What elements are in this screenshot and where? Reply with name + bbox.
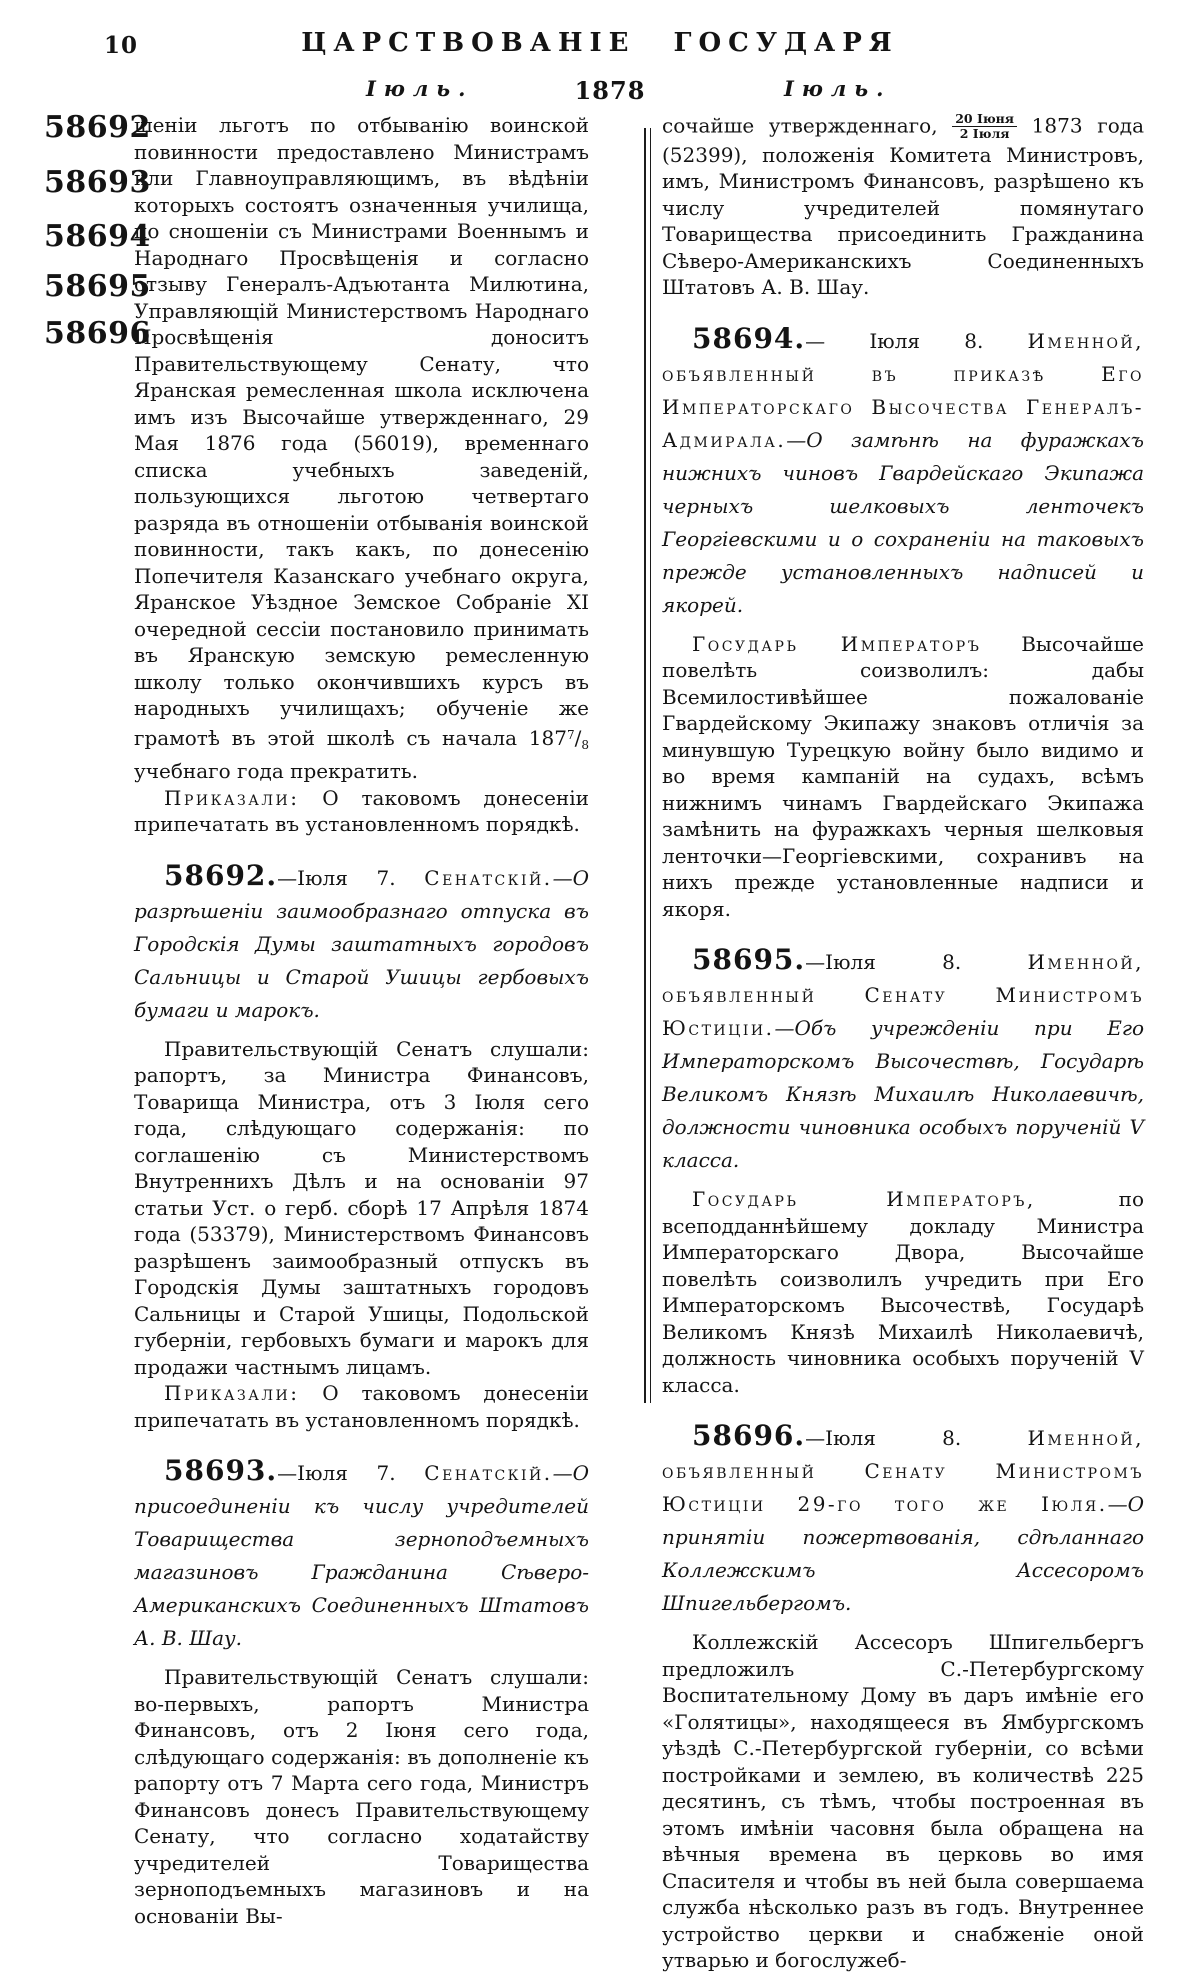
text-run: Высочайше повелѣть соизволилъ: дабы Всемилостивѣйшее пожалованіе Гвардейскому Экипажу знаковъ отличія за минувшую Турецкую войну было видимо и во время кампаній на судахъ, всѣмъ нижнимъ чинамъ Гвардейскаго Экипажа замѣнить на фуражкахъ черныя шелковыя ленточки—Георгіевскими, сохранивъ на нихъ прежде установленные надписи и якоря.: [662, 631, 1144, 921]
margin-number: 58693: [44, 165, 151, 200]
margin-number: 58696: [44, 316, 151, 351]
text-run: учебнаго года прекратить.: [134, 759, 419, 783]
text-run: Государь Императоръ: [692, 1187, 1027, 1212]
decree-heading: [662, 1419, 1144, 1620]
body-paragraph: [134, 1036, 589, 1381]
running-head-month-right: Іюль.: [784, 76, 892, 101]
decree-heading: [662, 943, 1144, 1177]
dual-calendar-date: $\frac{\text{20 Іюня}}{\text{2 Іюля}}$: [952, 112, 1017, 142]
text-run: —Іюля 8.: [805, 1426, 1028, 1451]
body-paragraph: [662, 1186, 1144, 1398]
text-run: Правительствующій Сенатъ слушали: рапортъ, за Министра Финансовъ, Товарища Министра, отъ 3 Іюля сего года, слѣдующаго содержанія: по соглашенію съ Министерствомъ Внутреннихъ Дѣлъ и на основаніи 97 статьи Уст. о герб. сборѣ 17 Апрѣля 1874 года (53379), Министерствомъ Финансовъ разрѣшенъ заимообразный отпускъ въ Городскія Думы заштатныхъ городовъ Сальницы и Старой Ушицы, Подольской губерніи, гербовыхъ бумаги и марокъ для продажи частнымъ лицамъ.: [134, 1036, 589, 1379]
resolution-paragraph: [134, 1380, 589, 1433]
text-run: Приказали:: [164, 785, 300, 810]
text-run: —О принятіи пожертвованія, сдѣланнаго Коллежскимъ Ассесоромъ Шпигельбергомъ.: [662, 1492, 1144, 1616]
text-run: 1873 года (52399), положенія Комитета Министровъ, имъ, Министромъ Финансовъ, разрѣшено къ числу учредителей помянутаго Товарищества присоединить Гражданина Сѣверо-Американскихъ Соединенныхъ Штатовъ А. В. Шау.: [662, 113, 1144, 300]
school-year-fraction: $^7/_8$: [566, 725, 589, 752]
margin-number: 58692: [44, 110, 151, 145]
decree-number: 58693.: [164, 1454, 278, 1487]
continuation-paragraph: [662, 112, 1144, 301]
decree-number: 58696.: [692, 1419, 806, 1453]
text-run: Государь Императоръ: [692, 631, 982, 656]
text-run: Именной, объявленный Сенату Министромъ Юстиціи 29-го того же Іюля.: [662, 1426, 1144, 1517]
decree-number: 58694.: [692, 321, 806, 355]
text-run: —О разрѣшеніи заимообразнаго отпуска въ Городскія Думы заштатныхъ городовъ Сальницы и Старой Ушицы гербовыхъ бумаги и марокъ.: [134, 865, 589, 1022]
running-head-month-left: Іюль.: [366, 76, 474, 101]
text-run: —Объ учрежденіи при Его Императорскомъ Высочествѣ, Государѣ Великомъ Князѣ Михаилѣ Николаевичѣ, должности чиновника особыхъ порученій V класса.: [662, 1016, 1144, 1173]
text-run: —Іюля 7.: [277, 1461, 425, 1485]
page-number: 10: [104, 32, 139, 59]
text-run: —Іюля 7.: [277, 865, 425, 890]
text-run: Сенатскій.: [424, 865, 553, 890]
text-run: сочайше утвержденнаго,: [662, 113, 953, 138]
text-run: Приказали:: [164, 1381, 300, 1405]
resolution-paragraph: [134, 785, 589, 838]
body-paragraph: [134, 1664, 589, 1929]
text-run: —О замѣнѣ на фуражкахъ нижнихъ чиновъ Гвардейскаго Экипажа черныхъ шелковыхъ ленточекъ Георгіевскими и о сохраненіи на таковыхъ прежде установленныхъ надписей и якорей.: [662, 427, 1144, 617]
text-run: , по всеподданнѣйшему докладу Министра Императорскаго Двора, Высочайше повелѣть соизволилъ учредить при Его Императорскомъ Высочествѣ, Государѣ Великомъ Князѣ Михаилѣ Николаевичѣ, должность чиновника особыхъ порученій V класса.: [662, 1187, 1144, 1397]
column-divider-rule: [644, 128, 651, 1403]
text-run: О таковомъ донесеніи припечатать въ установленномъ порядкѣ.: [134, 785, 589, 836]
decree-heading: [134, 859, 589, 1027]
decree-number: 58692.: [164, 858, 278, 892]
text-run: Коллежскій Ассесоръ Шпигельбергъ предложилъ С.-Петербургскому Воспитательному Дому въ даръ имѣніе его «Голятицы», находящееся въ Ямбургскомъ уѣздѣ С.-Петербургской губерніи, со всѣми постройками и землею, въ количествѣ 225 десятинъ, съ тѣмъ, чтобы построенная въ этомъ имѣніи часовня была обращена на вѣчныя времена въ церковь во имя Спасителя и чтобы въ ней была совершаема служба нѣсколько разъ въ годъ. Внутреннее устройство церкви и снабженіе оной утварью и богослужеб-: [662, 1630, 1144, 1973]
running-head-year: 1878: [574, 76, 646, 105]
text-run: Именной, объявленный въ приказѣ Его Императорскаго Высочества Генералъ-Адмирала.: [662, 328, 1144, 452]
continuation-paragraph: [134, 112, 589, 785]
margin-number: 58695: [44, 269, 151, 304]
text-run: — Іюля 8.: [805, 328, 1028, 353]
body-paragraph: [662, 631, 1144, 923]
text-run: Сенатскій.: [424, 1461, 553, 1485]
text-run: шеніи льготъ по отбыванію воинской повинности предоставлено Министрамъ или Главноуправляющимъ, въ вѣдѣніи которыхъ состоятъ означенныя училища, по сношеніи съ Министрами Военнымъ и Народнаго Просвѣщенія и согласно отзыву Генералъ-Адъютанта Милютина, Управляющій Министерствомъ Народнаго Просвѣщенія доноситъ Правительствующему Сенату, что Яранская ремесленная школа исключена имъ изъ Высочайше утвержденнаго, 29 Мая 1876 года (56019), временнаго списка учебныхъ заведеній, пользующихся льготою четвертаго разряда въ отношеніи отбыванія воинской повинности, такъ какъ, по донесенію Попечителя Казанскаго учебнаго округа, Яранское Уѣздное Земское Собраніе XI очередной сессіи постановило принимать въ Яранскую земскую ремесленную школу только окончившихъ курсъ въ народныхъ училищахъ; обученіе же грамотѣ въ этой школѣ съ начала 187: [134, 113, 589, 750]
decree-heading: [134, 1454, 589, 1655]
text-run: О таковомъ донесеніи припечатать въ установленномъ порядкѣ.: [134, 1381, 589, 1432]
text-run: —О присоединеніи къ числу учредителей Товарищества зерноподъемныхъ магазиновъ Гражданина Сѣверо-Американскихъ Соединенныхъ Штатовъ А. В. Шау.: [134, 1461, 589, 1650]
left-column: [134, 112, 589, 1929]
text-run: Правительствующій Сенатъ слушали: во-первыхъ, рапортъ Министра Финансовъ, отъ 2 Іюня сего года, слѣдующаго содержанія: въ дополненіе къ рапорту отъ 7 Марта сего года, Министръ Финансовъ донесъ Правительствующему Сенату, что согласно ходатайству учредителей Товарищества зерноподъемныхъ магазиновъ и на основаніи Вы-: [134, 1665, 589, 1928]
decree-number: 58695.: [692, 943, 806, 977]
margin-number: 58694: [44, 219, 151, 254]
text-run: Именной, объявленный Сенату Министромъ Юстиціи.: [662, 950, 1144, 1041]
right-column: [662, 112, 1144, 1974]
page-title: ЦАРСТВОВАНІЕ ГОСУДАРЯ: [301, 28, 899, 58]
decree-heading: [662, 322, 1144, 622]
text-run: —Іюля 8.: [805, 950, 1028, 975]
body-paragraph: [662, 1629, 1144, 1974]
